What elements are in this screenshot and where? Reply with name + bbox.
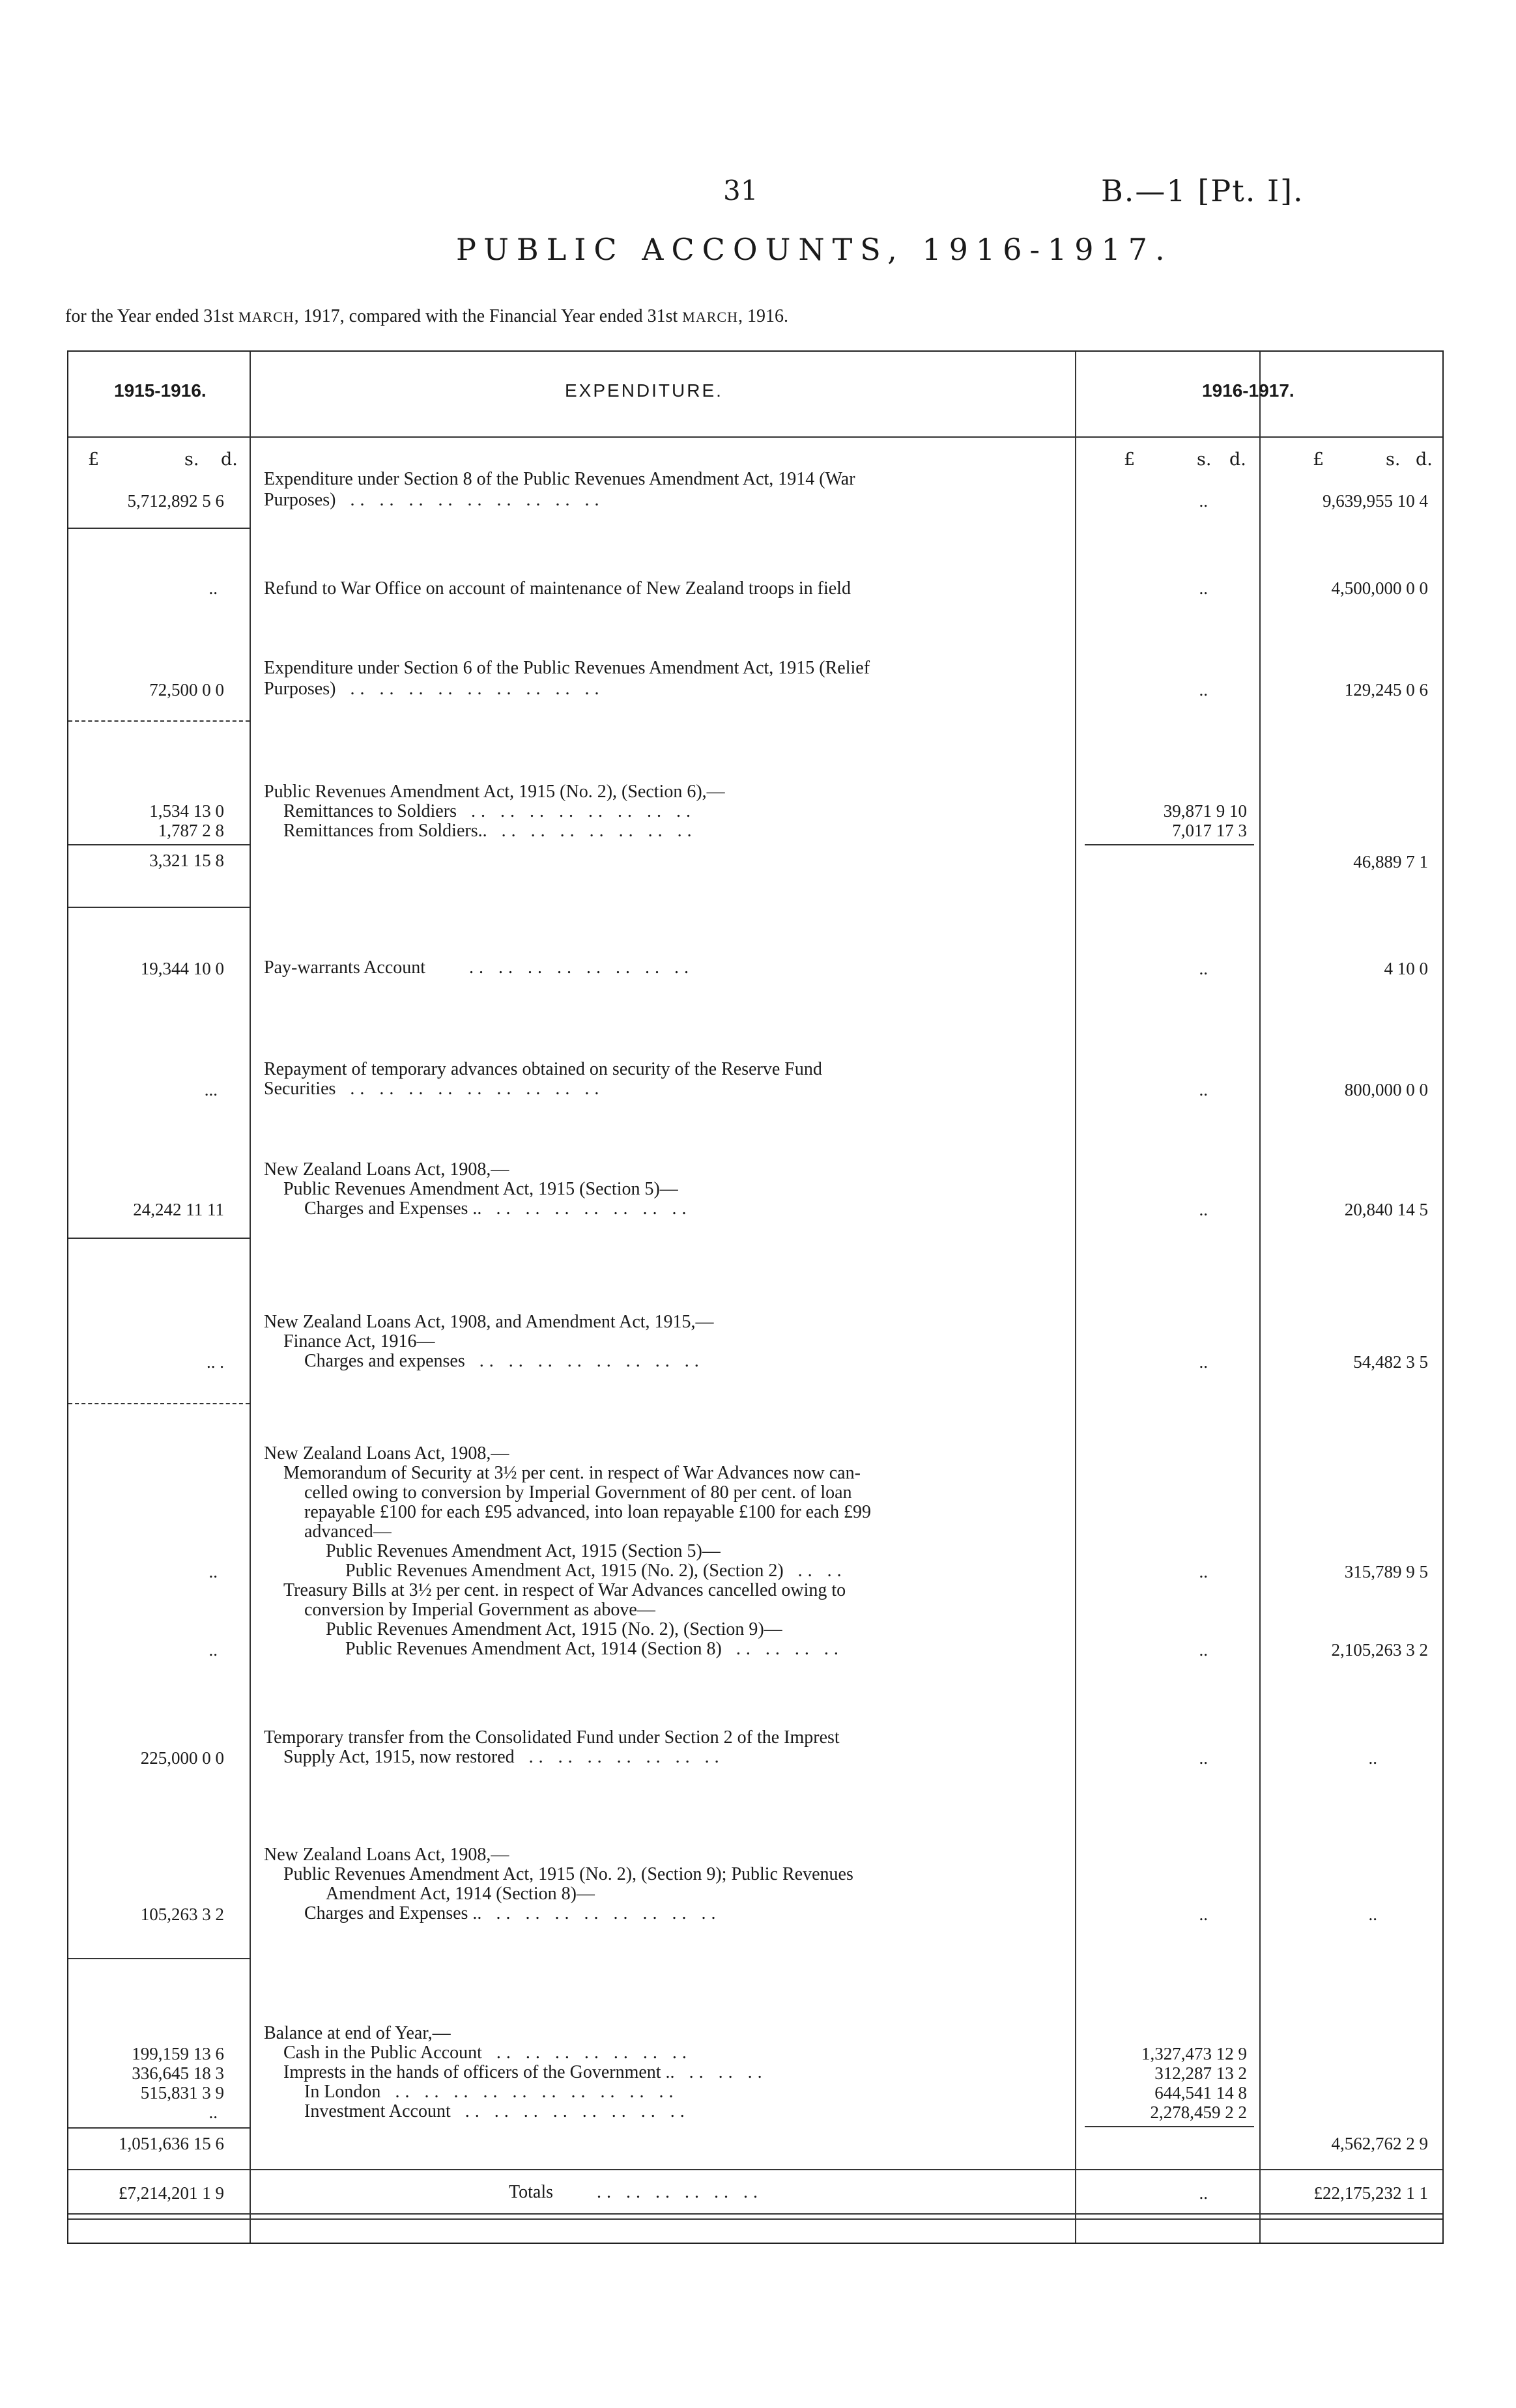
curr-total-amount: 315,789 9 5 — [1344, 1562, 1428, 1581]
row-description: Refund to War Office on account of maintenance of New Zealand troops in field — [264, 578, 851, 599]
row-description-text: Public Revenues Amendment Act, 1914 (Section 8) — [345, 1639, 722, 1659]
currency-pound-mid: £ — [1124, 449, 1136, 470]
row-rule — [68, 720, 250, 722]
prev-amount: 5,712,892 5 6 — [127, 491, 224, 511]
curr-mid-amount: .. — [1199, 1748, 1208, 1768]
curr-total-amount: 2,105,263 3 2 — [1331, 1640, 1428, 1660]
currency-shillings: s. — [184, 449, 199, 470]
curr-mid-amount: .. — [1199, 1352, 1208, 1372]
header-rule — [68, 436, 1442, 438]
row-description: Imprests in the hands of officers of the Government .. .. .. .. — [283, 2062, 767, 2082]
row-description: Investment Account .. .. .. .. .. .. .. .. — [304, 2101, 690, 2121]
currency-pound: £ — [88, 449, 100, 470]
row-description-text: Supply Act, 1915, now restored — [283, 1747, 515, 1767]
subtitle-suffix: , 1916. — [737, 306, 788, 326]
row-description: Finance Act, 1916— — [283, 1331, 435, 1352]
row-description-text: Charges and expenses — [304, 1351, 465, 1371]
page-title: PUBLIC ACCOUNTS, 1916-1917. — [456, 232, 1173, 267]
row-description: Cash in the Public Account .. .. .. .. .. .. .. — [283, 2043, 692, 2063]
double-rule — [68, 2218, 1442, 2220]
row-description: Public Revenues Amendment Act, 1915 (No. 2), (Section 9); Public Revenues — [283, 1864, 853, 1884]
prev-amount: 515,831 3 9 — [140, 2083, 224, 2103]
prev-amount: .. — [208, 578, 218, 598]
subtotal-rule — [68, 2127, 250, 2129]
prev-amount: 24,242 11 11 — [133, 1200, 224, 1219]
curr-total-amount: 54,482 3 5 — [1353, 1352, 1428, 1372]
currency-pence: d. — [221, 449, 238, 470]
row-description-text: Imprests in the hands of officers of the Government .. — [283, 2062, 675, 2082]
row-description: Supply Act, 1915, now restored .. .. .. .. .. .. .. — [283, 1747, 724, 1767]
row-description-text: Public Revenues Amendment Act, 1915 (No. 2), (Section 2) — [345, 1561, 784, 1581]
row-description: Public Revenues Amendment Act, 1915 (Section 5)— — [283, 1179, 678, 1199]
double-rule — [68, 2213, 1442, 2215]
prev-amount: .. . — [207, 1352, 224, 1372]
subtotal-rule — [1085, 2126, 1254, 2127]
row-description-text: Charges and Expenses .. — [304, 1903, 482, 1923]
row-description: conversion by Imperial Government as above— — [304, 1600, 655, 1620]
row-description: Public Revenues Amendment Act, 1915 (No. 2), (Section 6),— — [264, 782, 725, 802]
prev-subtotal: 3,321 15 8 — [149, 851, 224, 870]
expenditure-table — [67, 350, 1444, 2244]
header-curr-year: 1916-1917. — [1202, 380, 1294, 401]
page-number: 31 — [723, 175, 758, 206]
prev-amount: ... — [204, 1080, 218, 1099]
row-description: Public Revenues Amendment Act, 1915 (No. 2), (Section 9)— — [326, 1619, 782, 1639]
header-prev-year: 1915-1916. — [114, 380, 207, 401]
row-description: Charges and Expenses .. .. .. .. .. .. .. .. — [304, 1198, 692, 1219]
row-description: advanced— — [304, 1522, 392, 1542]
curr-mid-amount: .. — [1199, 578, 1208, 598]
row-description: Expenditure under Section 8 of the Public Revenues Amendment Act, 1914 (War — [264, 469, 855, 489]
curr-mid-amount: .. — [1199, 959, 1208, 978]
currency-shillings-total: s. — [1386, 449, 1401, 470]
row-description: New Zealand Loans Act, 1908, and Amendment Act, 1915,— — [264, 1312, 714, 1332]
row-description-text: Securities — [264, 1079, 336, 1099]
curr-total-amount: 129,245 0 6 — [1344, 680, 1428, 700]
curr-total-amount: .. — [1368, 1748, 1377, 1768]
row-description: New Zealand Loans Act, 1908,— — [264, 1443, 509, 1464]
curr-mid-amount: .. — [1199, 1080, 1208, 1099]
curr-mid-amount: .. — [1199, 1562, 1208, 1581]
row-description: Public Revenues Amendment Act, 1914 (Section 8) .. .. .. .. — [345, 1639, 844, 1659]
subtotal-rule — [68, 844, 250, 845]
prev-amount: 199,159 13 6 — [132, 2044, 224, 2063]
prev-amount: 105,263 3 2 — [140, 1905, 224, 1924]
currency-shillings-mid: s. — [1197, 449, 1212, 470]
row-rule — [68, 1403, 250, 1404]
row-description-text: Purposes) — [264, 490, 336, 510]
curr-mid-amount: .. — [1199, 491, 1208, 511]
curr-mid-amount: .. — [1199, 1200, 1208, 1219]
row-description: repayable £100 for each £95 advanced, into loan repayable £100 for each £99 — [304, 1502, 871, 1522]
row-description: Amendment Act, 1914 (Section 8)— — [326, 1884, 595, 1904]
row-description: Public Revenues Amendment Act, 1915 (No. 2), (Section 2) .. .. — [345, 1561, 847, 1581]
row-description: Purposes) .. .. .. .. .. .. .. .. .. — [264, 490, 605, 510]
row-description: Charges and expenses .. .. .. .. .. .. .. .. — [304, 1351, 704, 1371]
curr-total-amount: 4,562,762 2 9 — [1331, 2134, 1428, 2153]
prev-subtotal: 1,051,636 15 6 — [119, 2134, 224, 2153]
curr-mid-amount: 7,017 17 3 — [1172, 821, 1247, 840]
row-description: Purposes) .. .. .. .. .. .. .. .. .. — [264, 679, 605, 699]
curr-mid-amount: 1,327,473 12 9 — [1141, 2044, 1247, 2063]
row-description: Remittances to Soldiers .. .. .. .. .. .. .. .. — [283, 801, 696, 821]
column-divider — [1259, 352, 1261, 2243]
row-description: Public Revenues Amendment Act, 1915 (Section 5)— — [326, 1541, 721, 1561]
prev-amount: 72,500 0 0 — [149, 680, 224, 700]
row-description: Expenditure under Section 6 of the Public Revenues Amendment Act, 1915 (Relief — [264, 658, 870, 678]
row-description: Charges and Expenses .. .. .. .. .. .. .. .. .. — [304, 1903, 721, 1923]
subtitle-month-1: MARCH — [238, 309, 294, 325]
row-rule — [68, 1958, 250, 1959]
prev-amount: 336,645 18 3 — [132, 2063, 224, 2083]
row-description-text: Investment Account — [304, 2101, 451, 2121]
curr-mid-amount: 2,278,459 2 2 — [1150, 2103, 1247, 2122]
prev-amount: 1,787 2 8 — [158, 821, 224, 840]
currency-pence-total: d. — [1416, 449, 1433, 470]
subtotal-rule — [1085, 844, 1254, 845]
row-description: Memorandum of Security at 3½ per cent. in respect of War Advances now can- — [283, 1463, 861, 1483]
curr-mid-amount: .. — [1199, 2183, 1208, 2203]
prev-amount: .. — [208, 2103, 218, 2122]
curr-mid-amount: .. — [1199, 1905, 1208, 1924]
row-rule — [68, 907, 250, 908]
totals-rule — [68, 2169, 1442, 2170]
row-description: Balance at end of Year,— — [264, 2023, 451, 2043]
row-description: Treasury Bills at 3½ per cent. in respect of War Advances cancelled owing to — [283, 1580, 846, 1600]
row-description-text: Pay-warrants Account — [264, 957, 426, 978]
row-description: New Zealand Loans Act, 1908,— — [264, 1845, 509, 1865]
prev-amount: .. — [208, 1562, 218, 1581]
row-description-text: Remittances to Soldiers — [283, 801, 457, 821]
curr-total-amount: 46,889 7 1 — [1353, 852, 1428, 871]
row-description: Repayment of temporary advances obtained on security of the Reserve Fund — [264, 1059, 822, 1079]
column-divider — [1075, 352, 1076, 2243]
curr-total-amount: .. — [1368, 1905, 1377, 1924]
document-reference: B.—1 [Pt. I]. — [1101, 173, 1304, 208]
curr-grand-total: £22,175,232 1 1 — [1313, 2183, 1428, 2203]
row-description: Remittances from Soldiers.. .. .. .. .. .. .. .. — [283, 821, 697, 841]
row-description: In London .. .. .. .. .. .. .. .. .. .. — [304, 2082, 679, 2102]
row-description-text: Cash in the Public Account — [283, 2043, 482, 2063]
curr-mid-amount: .. — [1199, 1640, 1208, 1660]
row-description-text: In London — [304, 2082, 381, 2102]
subtitle-mid: , 1917, compared with the Financial Year ended 31st — [294, 306, 678, 326]
row-description-text: Charges and Expenses .. — [304, 1198, 482, 1219]
prev-amount: 19,344 10 0 — [140, 959, 224, 978]
row-rule — [68, 528, 250, 529]
page-subtitle — [65, 306, 788, 327]
currency-pence-mid: d. — [1229, 449, 1246, 470]
header-expenditure: EXPENDITURE. — [565, 380, 723, 401]
totals-label-text: Totals — [509, 2182, 554, 2202]
subtitle-month-2: MARCH — [682, 309, 738, 325]
curr-mid-amount: 39,871 9 10 — [1163, 801, 1247, 821]
prev-grand-total: £7,214,201 1 9 — [119, 2183, 224, 2203]
subtitle-prefix: for the Year ended 31st — [65, 306, 234, 326]
row-description-text: Remittances from Soldiers.. — [283, 821, 487, 841]
curr-total-amount: 800,000 0 0 — [1344, 1080, 1428, 1099]
row-description-text: Purposes) — [264, 679, 336, 699]
prev-amount: 225,000 0 0 — [140, 1748, 224, 1768]
prev-amount: .. — [208, 1640, 218, 1660]
curr-mid-amount: 644,541 14 8 — [1154, 2083, 1247, 2103]
currency-pound-total: £ — [1313, 449, 1324, 470]
prev-amount: 1,534 13 0 — [149, 801, 224, 821]
row-description: Securities .. .. .. .. .. .. .. .. .. — [264, 1079, 605, 1099]
curr-total-amount: 4 10 0 — [1384, 959, 1428, 978]
column-divider — [250, 352, 251, 2243]
row-rule — [68, 1238, 250, 1239]
curr-mid-amount: 312,287 13 2 — [1154, 2063, 1247, 2083]
curr-total-amount: 20,840 14 5 — [1344, 1200, 1428, 1219]
row-description: Pay-warrants Account .. .. .. .. .. .. .. .. — [264, 957, 694, 978]
totals-label: Totals .. .. .. .. .. .. — [509, 2182, 764, 2202]
curr-mid-amount: .. — [1199, 680, 1208, 700]
curr-total-amount: 4,500,000 0 0 — [1331, 578, 1428, 598]
curr-total-amount: 9,639,955 10 4 — [1323, 491, 1428, 511]
row-description: New Zealand Loans Act, 1908,— — [264, 1159, 509, 1180]
row-description: Temporary transfer from the Consolidated Fund under Section 2 of the Imprest — [264, 1727, 840, 1748]
row-description: celled owing to conversion by Imperial Government of 80 per cent. of loan — [304, 1482, 852, 1503]
